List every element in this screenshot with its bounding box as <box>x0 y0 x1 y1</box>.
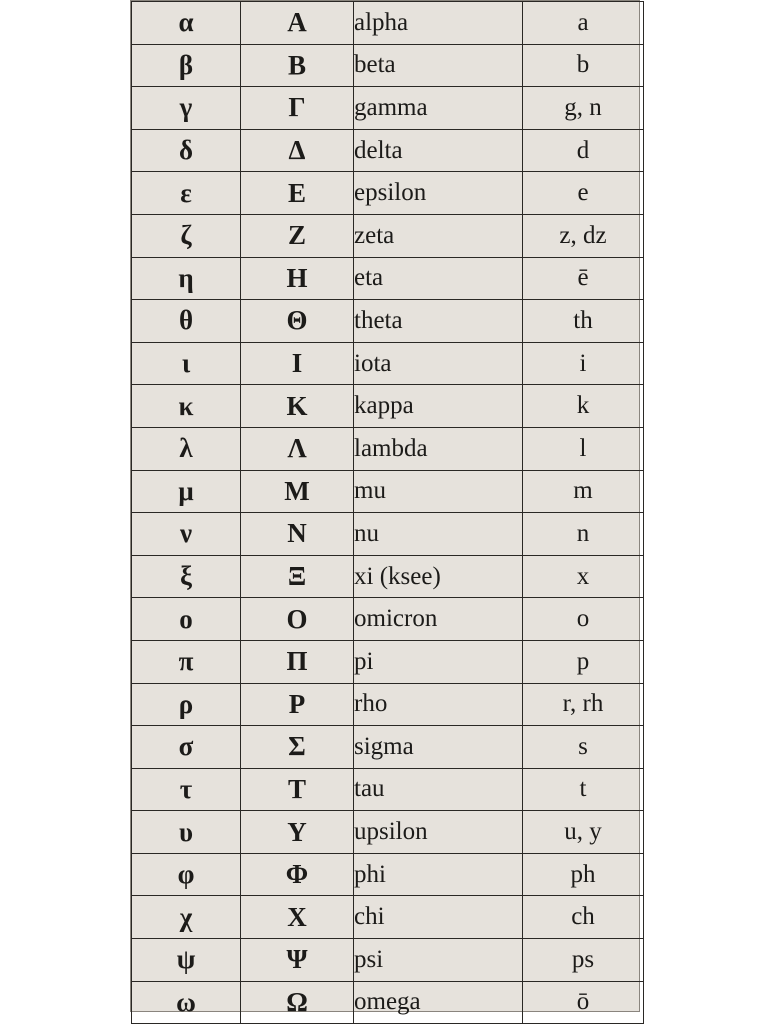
lowercase-letter: χ <box>132 896 241 939</box>
letter-name: phi <box>354 853 523 896</box>
uppercase-letter: Υ <box>241 811 354 854</box>
transliteration: th <box>523 300 644 343</box>
uppercase-letter: Φ <box>241 853 354 896</box>
lowercase-letter: ω <box>132 981 241 1024</box>
transliteration: k <box>523 385 644 428</box>
transliteration: ch <box>523 896 644 939</box>
transliteration: a <box>523 2 644 45</box>
uppercase-letter: Ω <box>241 981 354 1024</box>
table-row <box>132 896 644 939</box>
transliteration: r, rh <box>523 683 644 726</box>
letter-name: chi <box>354 896 523 939</box>
letter-name: mu <box>354 470 523 513</box>
alphabet-table-body <box>132 2 644 1024</box>
transliteration: t <box>523 768 644 811</box>
uppercase-letter: Θ <box>241 300 354 343</box>
uppercase-letter: Λ <box>241 427 354 470</box>
table-row <box>132 44 644 87</box>
uppercase-letter: Ν <box>241 513 354 556</box>
transliteration: ē <box>523 257 644 300</box>
table-row <box>132 214 644 257</box>
letter-name: iota <box>354 342 523 385</box>
letter-name: tau <box>354 768 523 811</box>
uppercase-letter: Τ <box>241 768 354 811</box>
transliteration: d <box>523 129 644 172</box>
transliteration: i <box>523 342 644 385</box>
transliteration: x <box>523 555 644 598</box>
letter-name: omicron <box>354 598 523 641</box>
table-row <box>132 257 644 300</box>
transliteration: o <box>523 598 644 641</box>
uppercase-letter: Δ <box>241 129 354 172</box>
transliteration: b <box>523 44 644 87</box>
lowercase-letter: κ <box>132 385 241 428</box>
letter-name: nu <box>354 513 523 556</box>
lowercase-letter: δ <box>132 129 241 172</box>
lowercase-letter: ξ <box>132 555 241 598</box>
transliteration: n <box>523 513 644 556</box>
letter-name: pi <box>354 640 523 683</box>
lowercase-letter: μ <box>132 470 241 513</box>
table-row <box>132 726 644 769</box>
letter-name: lambda <box>354 427 523 470</box>
lowercase-letter: ρ <box>132 683 241 726</box>
letter-name: eta <box>354 257 523 300</box>
letter-name: delta <box>354 129 523 172</box>
table-row <box>132 939 644 982</box>
table-row <box>132 300 644 343</box>
letter-name: alpha <box>354 2 523 45</box>
uppercase-letter: Γ <box>241 87 354 130</box>
transliteration: u, y <box>523 811 644 854</box>
lowercase-letter: π <box>132 640 241 683</box>
table-row <box>132 2 644 45</box>
letter-name: rho <box>354 683 523 726</box>
uppercase-letter: Π <box>241 640 354 683</box>
letter-name: sigma <box>354 726 523 769</box>
greek-alphabet-card <box>130 0 640 1017</box>
table-row <box>132 598 644 641</box>
greek-alphabet-table <box>131 1 644 1024</box>
uppercase-letter: Ι <box>241 342 354 385</box>
lowercase-letter: α <box>132 2 241 45</box>
table-row <box>132 513 644 556</box>
transliteration: ps <box>523 939 644 982</box>
uppercase-letter: Ε <box>241 172 354 215</box>
lowercase-letter: β <box>132 44 241 87</box>
transliteration: e <box>523 172 644 215</box>
table-row <box>132 683 644 726</box>
transliteration: l <box>523 427 644 470</box>
letter-name: epsilon <box>354 172 523 215</box>
letter-name: theta <box>354 300 523 343</box>
uppercase-letter: Ζ <box>241 214 354 257</box>
table-row <box>132 129 644 172</box>
table-row <box>132 87 644 130</box>
letter-name: omega <box>354 981 523 1024</box>
lowercase-letter: ο <box>132 598 241 641</box>
uppercase-letter: Ξ <box>241 555 354 598</box>
table-row <box>132 853 644 896</box>
table-row <box>132 172 644 215</box>
lowercase-letter: ε <box>132 172 241 215</box>
lowercase-letter: ν <box>132 513 241 556</box>
letter-name: psi <box>354 939 523 982</box>
table-row <box>132 385 644 428</box>
uppercase-letter: Κ <box>241 385 354 428</box>
letter-name: beta <box>354 44 523 87</box>
letter-name: gamma <box>354 87 523 130</box>
uppercase-letter: Σ <box>241 726 354 769</box>
table-row <box>132 342 644 385</box>
transliteration: g, n <box>523 87 644 130</box>
lowercase-letter: θ <box>132 300 241 343</box>
uppercase-letter: Ο <box>241 598 354 641</box>
table-row <box>132 427 644 470</box>
lowercase-letter: ι <box>132 342 241 385</box>
uppercase-letter: Η <box>241 257 354 300</box>
transliteration: ō <box>523 981 644 1024</box>
lowercase-letter: ζ <box>132 214 241 257</box>
uppercase-letter: Ρ <box>241 683 354 726</box>
lowercase-letter: σ <box>132 726 241 769</box>
transliteration: s <box>523 726 644 769</box>
lowercase-letter: τ <box>132 768 241 811</box>
letter-name: zeta <box>354 214 523 257</box>
uppercase-letter: Α <box>241 2 354 45</box>
table-row <box>132 555 644 598</box>
lowercase-letter: η <box>132 257 241 300</box>
letter-name: kappa <box>354 385 523 428</box>
lowercase-letter: υ <box>132 811 241 854</box>
table-row <box>132 811 644 854</box>
uppercase-letter: Χ <box>241 896 354 939</box>
lowercase-letter: γ <box>132 87 241 130</box>
transliteration: p <box>523 640 644 683</box>
uppercase-letter: Ψ <box>241 939 354 982</box>
transliteration: ph <box>523 853 644 896</box>
table-row <box>132 640 644 683</box>
lowercase-letter: φ <box>132 853 241 896</box>
uppercase-letter: Μ <box>241 470 354 513</box>
uppercase-letter: Β <box>241 44 354 87</box>
transliteration: z, dz <box>523 214 644 257</box>
letter-name: upsilon <box>354 811 523 854</box>
table-row <box>132 981 644 1024</box>
letter-name: xi (ksee) <box>354 555 523 598</box>
transliteration: m <box>523 470 644 513</box>
lowercase-letter: ψ <box>132 939 241 982</box>
lowercase-letter: λ <box>132 427 241 470</box>
table-row <box>132 768 644 811</box>
table-row <box>132 470 644 513</box>
